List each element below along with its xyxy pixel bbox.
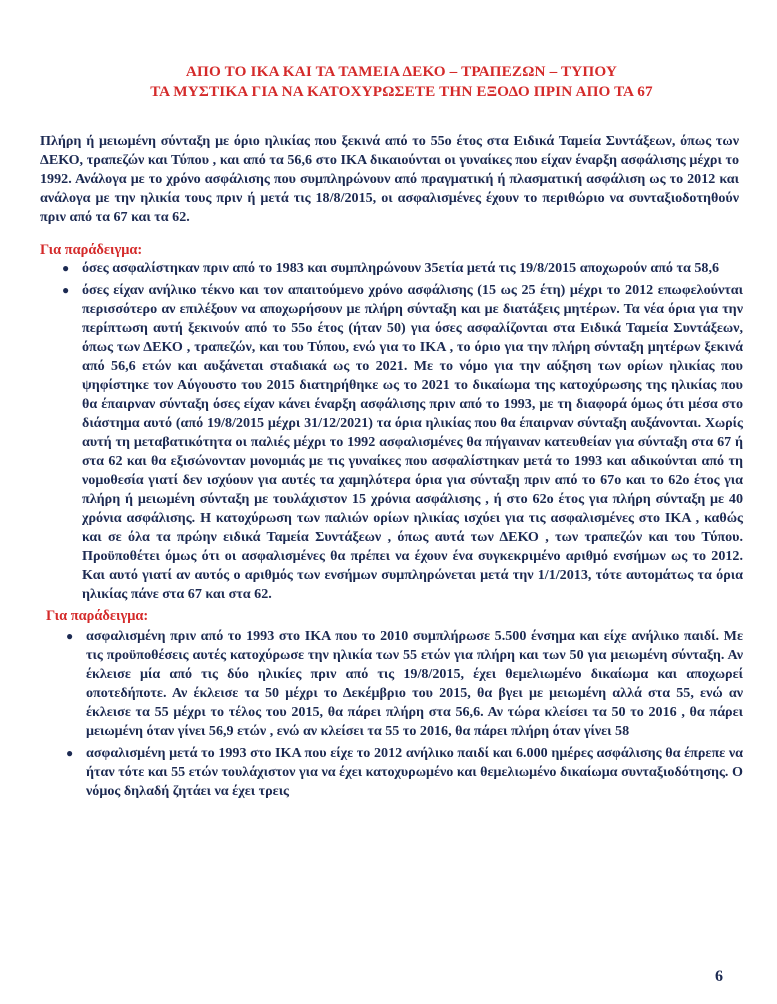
list-item	[62, 259, 743, 278]
list-item	[62, 281, 743, 604]
bullet-icon: ●	[62, 261, 70, 276]
list-item	[66, 744, 743, 801]
title-block	[40, 0, 743, 102]
bullet-list-1	[40, 259, 743, 604]
title-line-2: ΤΑ ΜΥΣΤΙΚΑ ΓΙΑ ΝΑ ΚΑΤΟΧΥΡΩΣΕΤΕ ΤΗΝ ΕΞΟΔΟ ΠΡΙΝ ΑΠΟ ΤΑ 67	[150, 83, 653, 100]
list-item-text: ασφαλισμένη μετά το 1993 στο ΙΚΑ που είχε το 2012 ανήλικο παιδί και 6.000 ημέρες ασφάλισης θα έπρεπε να ήταν τότε και 55 ετών τουλάχιστον για να έχει κατοχυρωμένο και θεμελιωμένο δικαίωμα συνταξιοδότησης. Ο νόμος δηλαδή ζητάει να έχει τρεις	[86, 745, 743, 800]
list-item-text: ασφαλισμένη πριν από το 1993 στο ΙΚΑ που το 2010 συμπλήρωσε 5.500 ένσημα και είχε ανήλικο παιδί. Με τις προϋποθέσεις αυτές κατοχύρωσε την ηλικία των 55 ετών για πλήρη και των 50 για μειωμένη σύνταξη. Αν έκλεισε μία από τις δύο ηλικίες πριν από τις 19/8/2015, έχει θεμελιωμένο δικαίωμα και αποχωρεί οποτεδήποτε. Αν έκλεισε τα 50 μέχρι το Δεκέμβριο του 2015, θα βγει με μειωμένη αλλά στα 55, ενώ αν έκλεισε τα 55 μέχρι το τέλος του 2015, θα πάρει πλήρη στα 56,6. Αν τώρα κλείσει τα 50 το 2016 , θα πάρει μειωμένη όταν γίνει 56,9 ετών , ενώ αν κλείσει τα 55 το 2016, θα πάρει πλήρη όταν γίνει 58	[86, 628, 743, 740]
example-heading-2: Για παράδειγμα:	[46, 608, 149, 625]
title-line-1: ΑΠΟ ΤΟ ΙΚΑ ΚΑΙ ΤΑ ΤΑΜΕΙΑ ΔΕΚΟ – ΤΡΑΠΕΖΩΝ – ΤΥΠΟΥ	[185, 63, 618, 80]
intro-paragraph: Πλήρη ή μειωμένη σύνταξη με όριο ηλικίας που ξεκινά από το 55ο έτος στα Ειδικά Ταμεία Συντάξεων, όπως των ΔΕΚΟ, τραπεζών και Τύπου , και από τα 56,6 στο ΙΚΑ δικαιούνται οι γυναίκες που είχαν έναρξη ασφάλισης μέχρι το 1992. Ανάλογα με το χρόνο ασφάλισης που συμπληρώνουν από πραγματική ή πλασματική ασφάλιση ως το 2012 και ανάλογα με την ηλικία τους πριν ή μετά τις 18/8/2015, οι ασφαλισμένες έχουν το περιθώριο να συνταξιοδοτηθούν πριν από τα 67 και τα 62.	[40, 133, 739, 225]
bullet-icon: ●	[66, 746, 74, 761]
bullet-icon: ●	[66, 629, 74, 644]
example-heading-1: Για παράδειγμα:	[40, 242, 143, 259]
list-item-text: όσες ασφαλίστηκαν πριν από το 1983 και συμπληρώνουν 35ετία μετά τις 19/8/2015 αποχωρούν από τα 58,6	[82, 260, 720, 277]
bullet-icon: ●	[62, 283, 70, 298]
bullet-list-2	[40, 627, 743, 801]
list-item-text: όσες είχαν ανήλικο τέκνο και τον απαιτούμενο χρόνο ασφάλισης (15 ως 25 έτη) μέχρι το 2012 επωφελούνται περισσότερο αν επιλέξουν να αποχωρήσουν με πλήρη σύνταξη και με διατάξεις μητέρων. Τα νέα όρια για την περίπτωση αυτή ξεκινούν από το 55ο έτος (ήταν 50) για όσες ασφαλίζονται στα Ειδικά Ταμεία Συντάξεων, όπως των ΔΕΚΟ , τραπεζών, και του Τύπου, ενώ για το ΙΚΑ , το όριο για την πλήρη σύνταξη μητέρων ξεκινά από 56,6 ετών και αυξάνεται σταδιακά ως το 2021. Με το νόμο για την αύξηση των ορίων ηλικίας που ψηφίστηκε τον Αύγουστο του 2015 διατηρήθηκε ως το 2021 το δικαίωμα της κατοχύρωσης της ηλικίας που θα έπαιρναν σύνταξη όσες είχαν κάνει έναρξη ασφάλισης πριν από το 1993, με τη διαφορά όμως ότι μέσα στο διάστημα αυτό (από 19/8/2015 μέχρι 31/12/2021) τα όρια ηλικίας που θα έπαιρναν σύνταξη αυξάνονται. Χωρίς αυτή τη μεταβατικότητα οι παλιές μέχρι το 1992 ασφαλισμένες θα πήγαιναν κατευθείαν για σύνταξη στα 67 ή στα 62 και θα εξισώνονταν μονομιάς με τις γυναίκες που ασφαλίστηκαν μετά το 1993 και αδικούνται από τη νομοθεσία γιατί δεν ισχύουν για αυτές τα χαμηλότερα όρια για σύνταξη πριν από το 67ο και το 62ο έτος για πλήρη ή μειωμένη σύνταξη με τουλάχιστον 15 χρόνια ασφάλισης , ή στο 62ο έτος για πλήρη σύνταξη με 40 χρόνια ασφάλισης. Η κατοχύρωση των παλιών ορίων ηλικίας ισχύει για τις ασφαλισμένες στο ΙΚΑ , καθώς και σε όλα τα πρώην ειδικά Ταμεία Συντάξεων , όπως αυτά των ΔΕΚΟ , των τραπεζών και του Τύπου. Προϋποθέτει όμως ότι οι ασφαλισμένες θα πρέπει να έχουν ένα συγκεκριμένο αριθμό ενσήμων ως το 2012. Και αυτό γιατί αν αυτός ο αριθμός των ενσήμων συμπληρώνεται μετά την 1/1/2013, τότε αυτομάτως τα όρια ηλικίας πάνε στα 67 και στα 62.	[82, 282, 743, 603]
page-number: 6	[715, 968, 723, 985]
list-item	[66, 627, 743, 741]
